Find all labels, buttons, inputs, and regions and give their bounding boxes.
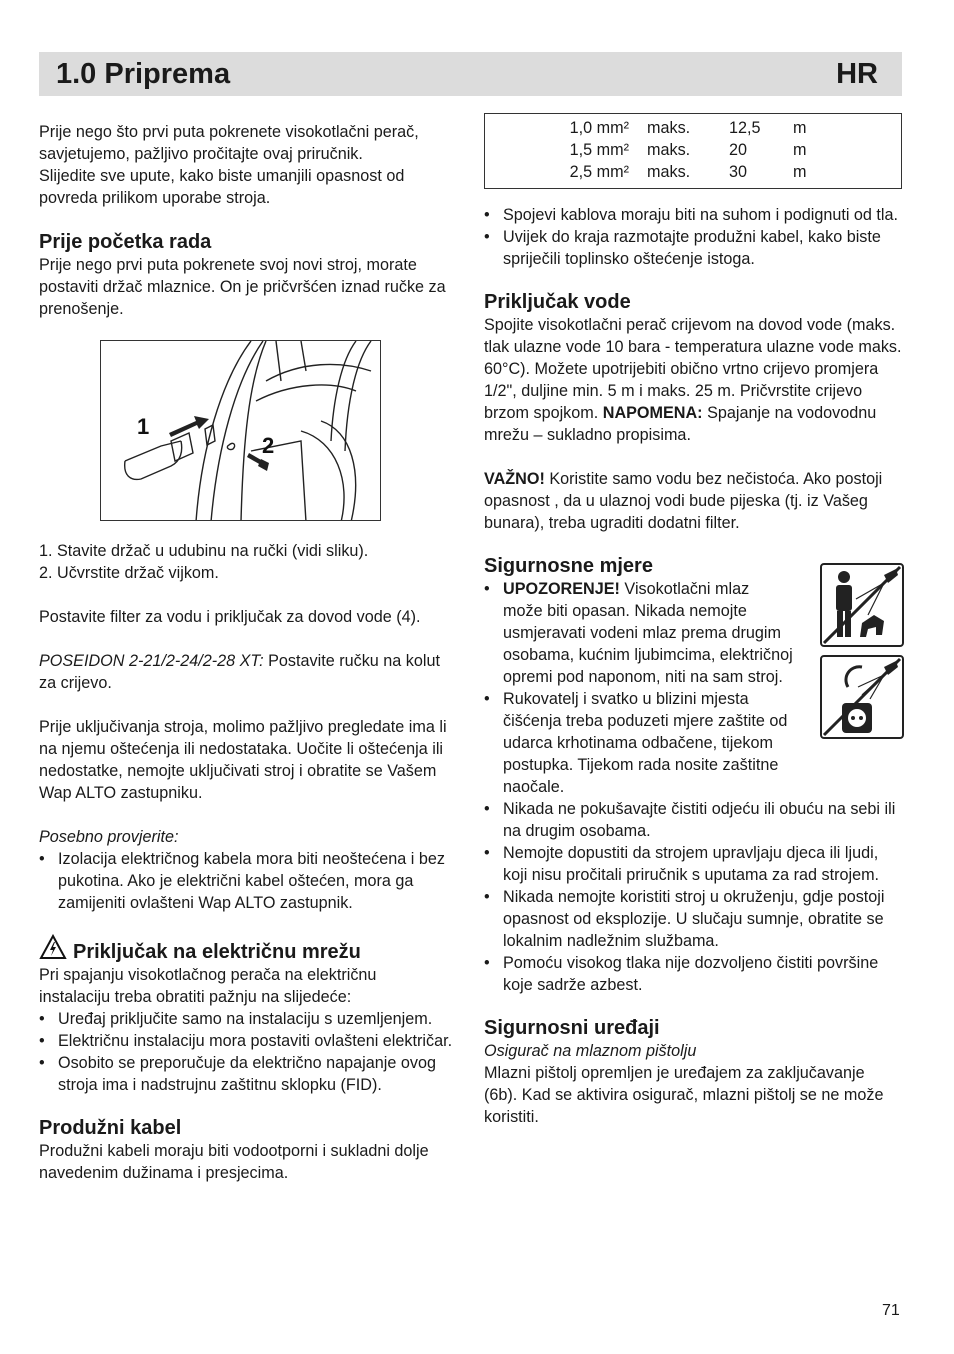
step-item: 1. Stavite držač u udubinu na ručki (vidi sliku). xyxy=(39,542,369,560)
list-item: • Izolacija električnog kabela mora biti neoštećena i bez pukotina. Ako je električni kabel oštećen, mora ga zamijeniti ovlašteni Wap ALTO zastupnik. xyxy=(39,848,459,914)
electrical-heading: Priključak na električnu mrežu xyxy=(39,934,459,964)
right-column xyxy=(484,117,904,1128)
no-spray-people-icon xyxy=(820,563,904,647)
safety-section xyxy=(484,554,904,996)
table-row: 1,0 mm² maks. 12,5 m xyxy=(569,119,807,137)
water-paragraph: Spojite visokotlačni perač crijevom na dovod vode (maks. tlak ulazne vode 10 bara - temperatura ulazne vode maks. 60°C). Možete upotrijebiti obično vrtno crijevo promjera 1/2", duljine min. 5 m i maks. 25 m. Pričvrstite crijevo brzom spojkom. NAPOMENA: Spajanje na vodovodnu mrežu – sukladno propisima. xyxy=(484,316,902,444)
list-item: • Nemojte dopustiti da strojem upravljaju djeca ili ljudi, koji nisu pročitali priručnik s uputama za rad strojem. xyxy=(484,842,904,886)
left-column xyxy=(39,121,459,1184)
devices-subheading: Osigurač na mlaznom pištolju xyxy=(484,1042,697,1060)
poseidon-model: POSEIDON 2-21/2-24/2-28 XT: xyxy=(39,652,264,670)
extension-paragraph: Produžni kabeli moraju biti vodootporni i sukladni dolje navedenim dužinama i presjecima. xyxy=(39,1142,429,1182)
list-item: • Osobito se preporučuje da električno napajanje ovog stroja ima i nadstrujnu zaštitnu sklopku (FID). xyxy=(39,1052,459,1096)
page-title: 1.0 Priprema xyxy=(56,58,231,90)
cable-list xyxy=(484,204,904,270)
list-item: • Pomoću visokog tlaka nije dozvoljeno čistiti površine koje sadrže azbest. xyxy=(484,952,904,996)
intro-paragraph: Prije nego što prvi puta pokrenete visokotlačni perač, savjetujemo, pažljivo pročitajte ovaj priručnik. Slijedite sve upute, kako biste umanjili opasnost od povreda prilikom uporabe stroja. xyxy=(39,123,419,207)
no-spray-electrical-icon xyxy=(820,655,904,739)
check-paragraph: Prije uključivanja stroja, molimo pažljivo pregledate ima li na njemu oštećenja ili nedostataka. Uočite li oštećenja ili nedostatke, nemojte uključivati stroj i obratite se Vašem Wap ALTO zastupniku. xyxy=(39,718,447,802)
list-item: • Nikada nemojte koristiti stroj u okruženju, gdje postoji opasnost od eksplozije. U slučaju sumnje, obratite se lokalnim nadležnim službama. xyxy=(484,886,904,952)
water-heading: Priključak vode xyxy=(484,291,631,313)
safety-heading: Sigurnosne mjere xyxy=(484,555,653,577)
list-item: • Električnu instalaciju mora postaviti ovlašteni električar. xyxy=(39,1030,459,1052)
warning-label: UPOZORENJE! xyxy=(503,580,620,598)
list-item: • Uređaj priključite samo na instalaciju s uzemljenjem. xyxy=(39,1008,459,1030)
devices-paragraph: Mlazni pištolj opremljen je uređajem za zaključavanje (6b). Kad se aktivira osigurač, mlazni pištolj se ne može koristiti. xyxy=(484,1064,884,1126)
devices-heading: Sigurnosni uređaji xyxy=(484,1017,660,1039)
list-item: • UPOZORENJE! Visokotlačni mlaz može biti opasan. Nikada nemojte usmjeravati vodeni mlaz prema drugim osobama, kućnim ljubimcima, električnoj opremi pod naponom, niti na sam stroj. xyxy=(484,578,793,688)
page-header xyxy=(39,52,902,96)
check-special: Posebno provjerite: xyxy=(39,828,179,846)
electrical-list xyxy=(39,1008,459,1096)
filter-paragraph: Postavite filter za vodu i priključak za dovod vode (4). xyxy=(39,608,421,626)
poseidon-text: Postavite ručku na kolut za crijevo. xyxy=(39,652,440,692)
important-label: VAŽNO! xyxy=(484,470,545,488)
nozzle-holder-figure xyxy=(100,340,381,521)
table-row: 2,5 mm² maks. 30 m xyxy=(569,163,807,181)
language-code: HR xyxy=(836,58,878,90)
step-item: 2. Učvrstite držač vijkom. xyxy=(39,564,219,582)
start-heading: Prije početka rada xyxy=(39,231,212,253)
steps-list xyxy=(39,540,459,584)
extension-heading: Produžni kabel xyxy=(39,1117,182,1139)
page-number: 71 xyxy=(882,1302,900,1319)
list-item: • Uvijek do kraja razmotajte produžni kabel, kako biste spriječili toplinsko oštećenje istoga. xyxy=(484,226,904,270)
electrical-paragraph: Pri spajanju visokotlačnog perača na električnu instalaciju treba obratiti pažnju na slijedeće: xyxy=(39,966,377,1006)
list-item: • Rukovatelj i svatko u blizini mjesta čišćenja treba poduzeti mjere zaštite od udarca krhotinama odbačene, tijekom postupka. Tijekom rada nosite zaštitne naočale. xyxy=(484,688,793,798)
poseidon-paragraph xyxy=(39,650,459,694)
figure-label-1: 1 xyxy=(137,414,150,439)
check-list xyxy=(39,848,459,914)
note-label: NAPOMENA: xyxy=(602,404,703,422)
table-row: 1,5 mm² maks. 20 m xyxy=(569,141,807,159)
important-paragraph: VAŽNO! Koristite samo vodu bez nečistoća. Ako postoji opasnost , da u ulaznoj vodi bude pijeska (tj. iz Vašeg bunara), treba ugraditi dodatni filter. xyxy=(484,470,883,532)
nozzle-holder-illustration xyxy=(101,341,381,521)
figure-label-2: 2 xyxy=(262,433,275,458)
safety-pictograms xyxy=(820,563,906,747)
list-item: • Spojevi kablova moraju biti na suhom i podignuti od tla. xyxy=(484,204,904,226)
start-paragraph: Prije nego prvi puta pokrenete svoj novi stroj, morate postaviti držač mlaznice. On je pričvršćen iznad ručke za prenošenje. xyxy=(39,256,446,318)
warning-triangle-icon xyxy=(39,934,67,960)
list-item: • Nikada ne pokušavajte čistiti odjeću ili obuću na sebi ili na drugim osobama. xyxy=(484,798,904,842)
cable-table xyxy=(484,113,902,189)
